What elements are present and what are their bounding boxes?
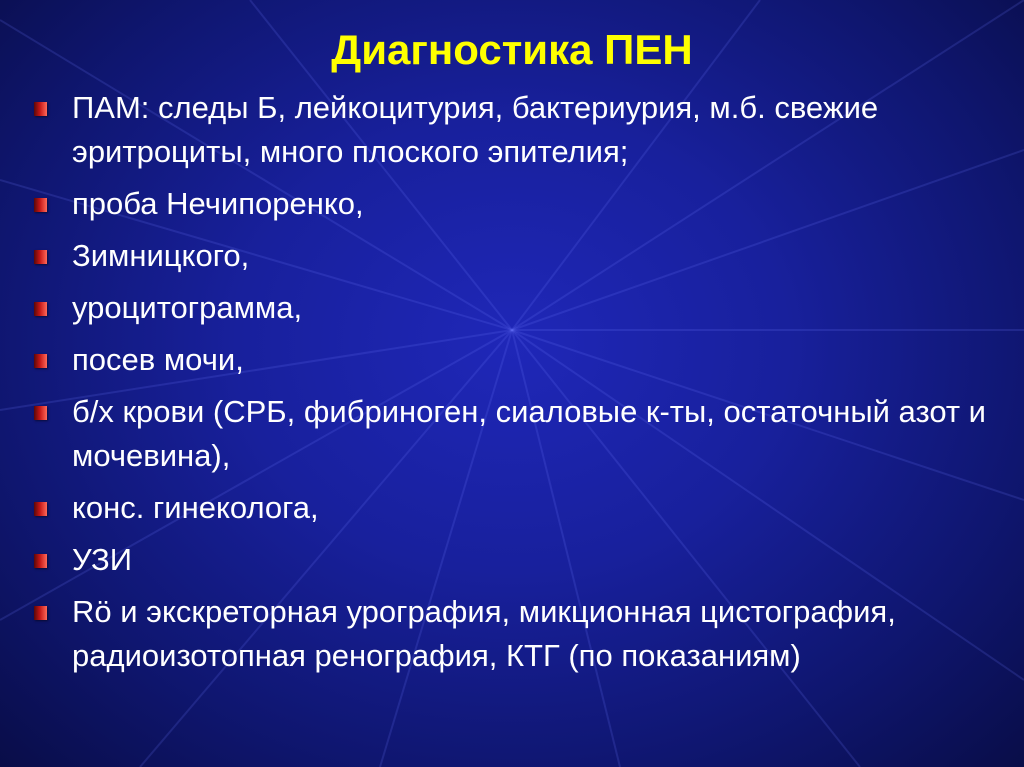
list-item — [30, 390, 1010, 478]
list-item — [30, 538, 1010, 582]
list-item — [30, 86, 1010, 174]
list-item — [30, 286, 1010, 330]
bullet-text: Зимницкого, — [72, 238, 250, 273]
bullet-text: УЗИ — [72, 542, 133, 577]
square-bullet-icon — [34, 250, 47, 264]
square-bullet-icon — [34, 354, 47, 368]
list-item — [30, 234, 1010, 278]
bullet-list — [30, 86, 1010, 686]
square-bullet-icon — [34, 406, 47, 420]
bullet-text: проба Нечипоренко, — [72, 186, 364, 221]
square-bullet-icon — [34, 102, 47, 116]
bullet-text: конс. гинеколога, — [72, 490, 319, 525]
bullet-text: ПАМ: следы Б, лейкоцитурия, бактериурия, м.б. свежие эритроциты, много плоского эпителия; — [72, 90, 879, 169]
list-item — [30, 486, 1010, 530]
bullet-text: уроцитограмма, — [72, 290, 303, 325]
square-bullet-icon — [34, 198, 47, 212]
square-bullet-icon — [34, 606, 47, 620]
list-item — [30, 182, 1010, 226]
list-item — [30, 338, 1010, 382]
square-bullet-icon — [34, 502, 47, 516]
bullet-text: Rö и экскреторная урография, микционная цистография, радиоизотопная ренография, КТГ (по показаниям) — [72, 594, 896, 673]
square-bullet-icon — [34, 302, 47, 316]
slide-title: Диагностика ПЕН — [331, 26, 693, 73]
list-item — [30, 590, 1010, 678]
bullet-text: б/х крови (СРБ, фибриноген, сиаловые к-ты, остаточный азот и мочевина), — [72, 394, 987, 473]
bullet-text: посев мочи, — [72, 342, 244, 377]
square-bullet-icon — [34, 554, 47, 568]
